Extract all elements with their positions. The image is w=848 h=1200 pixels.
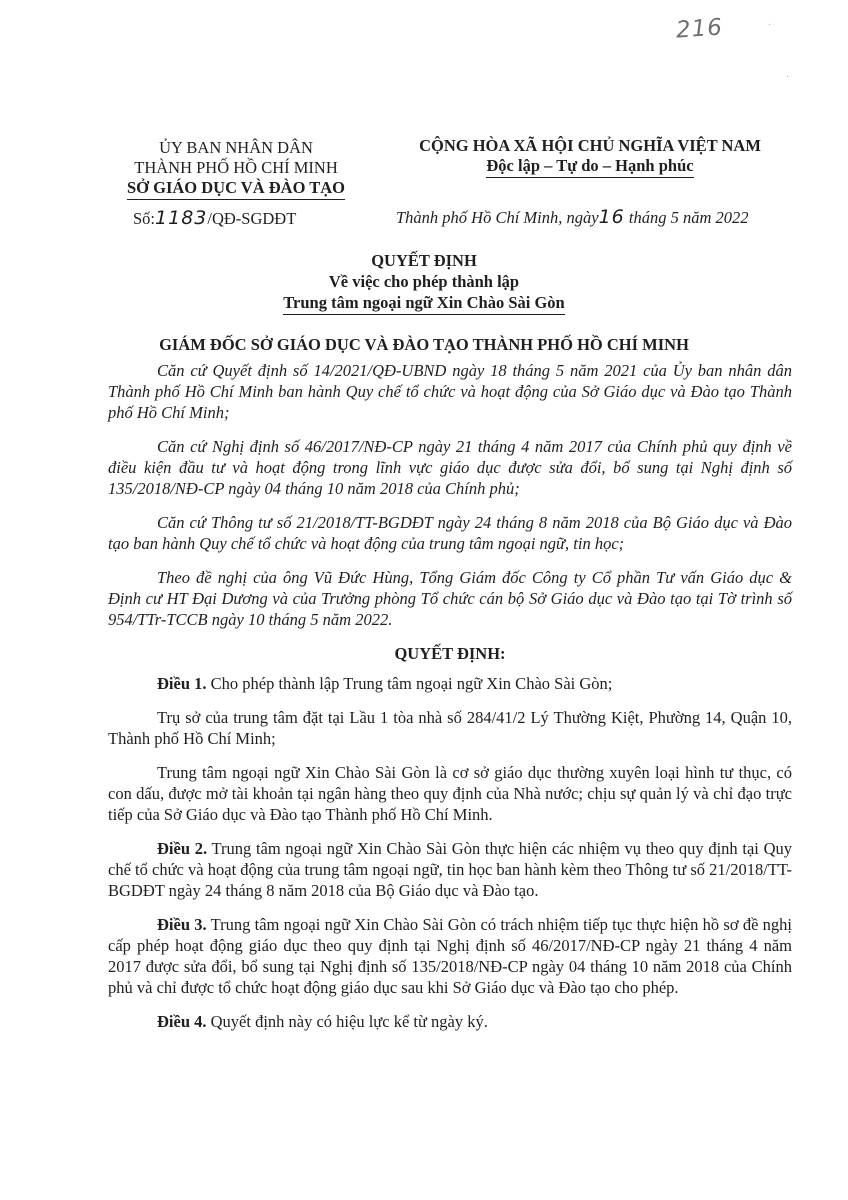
legal-basis-4: Theo đề nghị của ông Vũ Đức Hùng, Tổng Giám đốc Công ty Cổ phần Tư vấn Giáo dục & Định cư HT Đại Dương và của Trưởng phòng Tổ chức cán bộ Sở Giáo dục và Đào tạo tại Tờ trình số 954/TTr-TCCB ngày 10 tháng 5 năm 2022. (108, 568, 792, 629)
doc-number-handwritten: 1183 (155, 207, 208, 229)
article-1-status: Trung tâm ngoại ngữ Xin Chào Sài Gòn là cơ sở giáo dục thường xuyên loại hình tư thục, có con dấu, được mở tài khoản tại ngân hàng theo quy định của Nhà nước; chịu sự quản lý và chỉ đạo trực tiếp của Sở Giáo dục và Đào tạo Thành phố Hồ Chí Minh. (108, 763, 792, 824)
legal-basis-2: Căn cứ Nghị định số 46/2017/NĐ-CP ngày 21 tháng 4 năm 2017 của Chính phủ quy định về điều kiện đầu tư và hoạt động trong lĩnh vực giáo dục được sửa đổi, bổ sung tại Nghị định số 135/2018/NĐ-CP ngày 04 tháng 10 năm 2018 của Chính phủ; (108, 437, 792, 498)
article-3-text: Trung tâm ngoại ngữ Xin Chào Sài Gòn có trách nhiệm tiếp tục thực hiện hồ sơ đề nghị cấp phép hoạt động giáo dục theo quy định tại Nghị định số 46/2017/NĐ-CP ngày 21 tháng 4 năm 2017 được sửa đổi, bổ sung tại Nghị định số 135/2018/NĐ-CP ngày 04 tháng 10 năm 2018 của Chính phủ và chỉ được tổ chức hoạt động giáo dục sau khi Sở Giáo dục và Đào tạo cho phép. (108, 915, 793, 997)
document-body (108, 360, 792, 1045)
corner-mark: · (768, 20, 772, 31)
date-day-handwritten: 16 (598, 206, 625, 228)
article-1 (108, 673, 792, 694)
doc-number-suffix: /QĐ-SGDĐT (207, 209, 297, 228)
issuing-authority-header (120, 138, 352, 200)
article-2 (108, 838, 792, 901)
signing-authority: GIÁM ĐỐC SỞ GIÁO DỤC VÀ ĐÀO TẠO THÀNH PHỐ HỒ CHÍ MINH (159, 335, 689, 354)
doc-number-prefix: Số: (133, 209, 156, 228)
title-center-name: Trung tâm ngoại ngữ Xin Chào Sài Gòn (283, 292, 564, 315)
legal-basis-1: Căn cứ Quyết định số 14/2021/QĐ-UBND ngày 18 tháng 5 năm 2021 của Ủy ban nhân dân Thành phố Hồ Chí Minh ban hành Quy chế tổ chức và hoạt động của Sở Giáo dục và Đào tạo Thành phố Hồ Chí Minh; (108, 361, 792, 422)
authority-line-2: THÀNH PHỐ HỒ CHÍ MINH (134, 158, 338, 177)
date-place: Thành phố Hồ Chí Minh, ngày (396, 208, 599, 227)
article-2-text: Trung tâm ngoại ngữ Xin Chào Sài Gòn thực hiện các nhiệm vụ theo quy định tại Quy chế tổ chức và hoạt động của trung tâm ngoại ngữ, tin học ban hành kèm theo Thông tư số 21/2018/TT-BGDĐT ngày 24 tháng 8 năm 2018 của Bộ Giáo dục và Đào tạo. (108, 839, 792, 900)
legal-basis-3: Căn cứ Thông tư số 21/2018/TT-BGDĐT ngày 24 tháng 8 năm 2018 của Bộ Giáo dục và Đào tạo ban hành Quy chế tổ chức và hoạt động của trung tâm ngoại ngữ, tin học; (108, 513, 792, 553)
decision-heading: QUYẾT ĐỊNH: (394, 644, 506, 663)
document-title (150, 250, 698, 315)
country-name: CỘNG HÒA XÃ HỘI CHỦ NGHĨA VIỆT NAM (419, 136, 761, 155)
corner-mark: · (786, 72, 790, 83)
title-subject: Về việc cho phép thành lập (328, 272, 520, 291)
article-4-label: Điều 4. (157, 1012, 207, 1031)
authority-line-1: ỦY BAN NHÂN DÂN (159, 138, 313, 157)
handwritten-page-number: 216 (675, 14, 724, 44)
article-1-text: Cho phép thành lập Trung tâm ngoại ngữ Xin Chào Sài Gòn; (206, 674, 613, 693)
article-2-label: Điều 2. (157, 839, 208, 858)
article-4 (108, 1011, 792, 1032)
department-name: SỞ GIÁO DỤC VÀ ĐÀO TẠO (127, 178, 345, 200)
date-month-year: tháng 5 năm 2022 (624, 208, 749, 227)
national-motto-header (392, 136, 788, 178)
article-3-label: Điều 3. (157, 915, 207, 934)
article-4-text: Quyết định này có hiệu lực kể từ ngày ký. (206, 1012, 488, 1031)
date-line (396, 206, 792, 229)
national-motto: Độc lập – Tự do – Hạnh phúc (486, 156, 693, 178)
article-1-address: Trụ sở của trung tâm đặt tại Lầu 1 tòa nhà số 284/41/2 Lý Thường Kiệt, Phường 14, Quận 10, Thành phố Hồ Chí Minh; (108, 708, 792, 748)
title-decision: QUYẾT ĐỊNH (371, 251, 477, 270)
document-number (133, 207, 296, 230)
article-1-label: Điều 1. (157, 674, 207, 693)
article-3 (108, 914, 792, 998)
